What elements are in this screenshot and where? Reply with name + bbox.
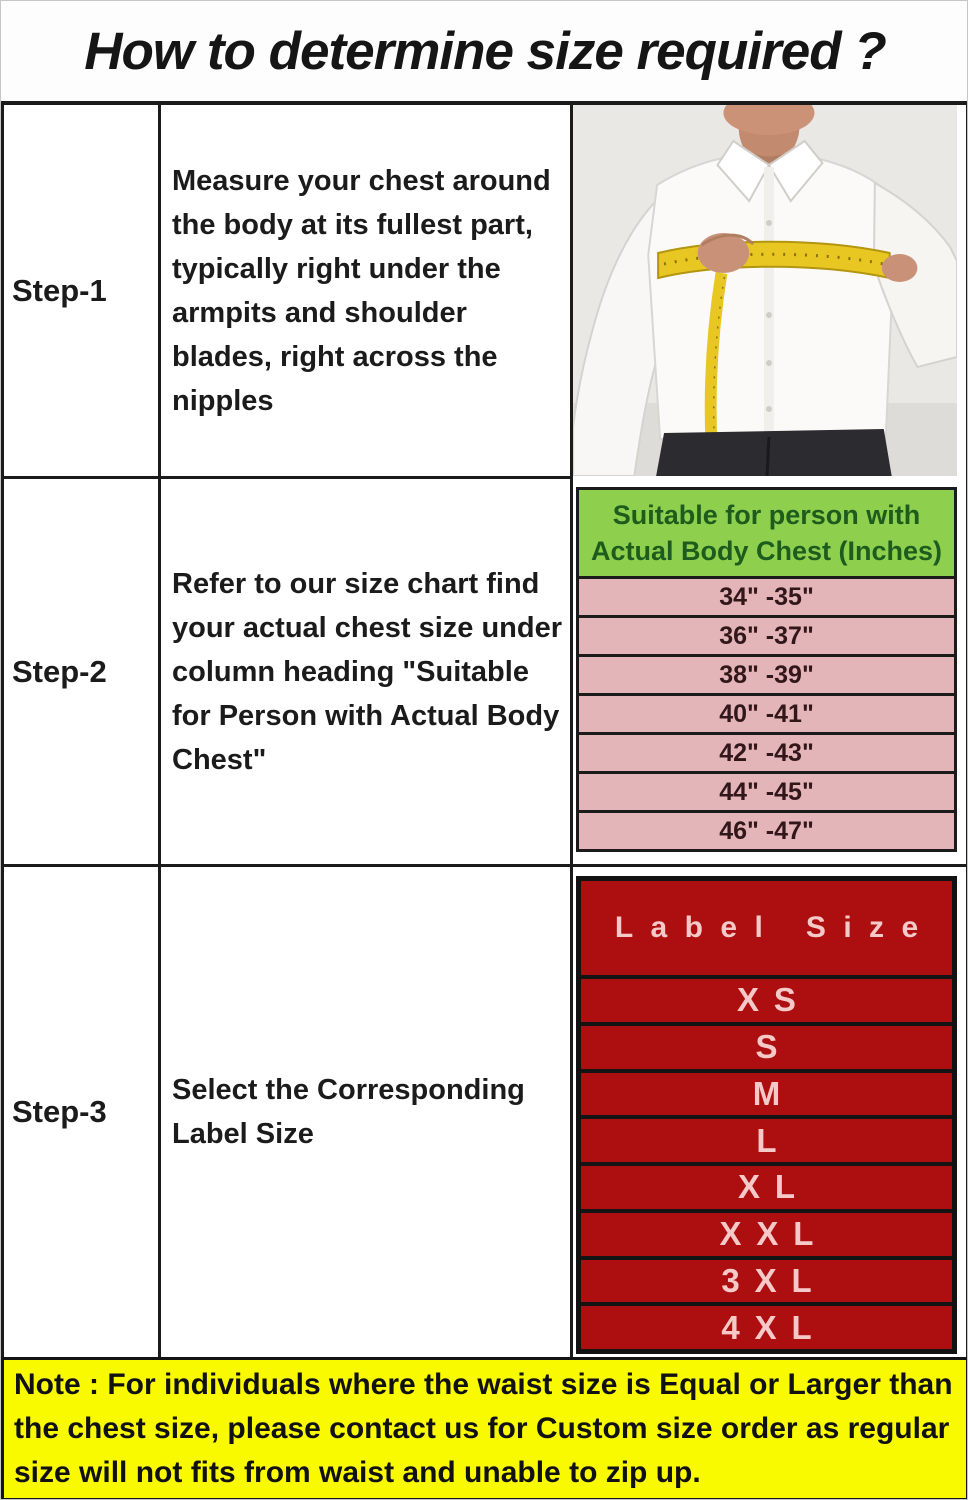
label-size-row: XL bbox=[581, 1162, 952, 1209]
chest-size-row: 44" -45" bbox=[579, 771, 954, 810]
label-size-row: 3XL bbox=[581, 1256, 952, 1303]
step-1-line: blades, right across the bbox=[172, 340, 498, 373]
label-size-row: 4XL bbox=[581, 1302, 952, 1349]
chest-header-line: Actual Body Chest (Inches) bbox=[590, 536, 943, 566]
label-size-table bbox=[576, 876, 957, 1354]
chest-header-line: Suitable for person with bbox=[612, 500, 921, 530]
label-size-table-cell bbox=[573, 867, 968, 1357]
step-1-label-cell bbox=[1, 105, 161, 479]
label-size-row: L bbox=[581, 1115, 952, 1162]
man-trousers bbox=[656, 429, 892, 476]
chest-size-table bbox=[576, 487, 957, 852]
step-3-description bbox=[161, 867, 573, 1357]
chest-size-row: 36" -37" bbox=[579, 615, 954, 654]
step-3-line: Label Size bbox=[172, 1118, 314, 1150]
step-1-line: Measure your chest around bbox=[172, 164, 551, 197]
step-2-line: Refer to our size chart find bbox=[172, 567, 540, 600]
step-3-label-cell bbox=[1, 867, 161, 1357]
step-2-line: for Person with Actual Body bbox=[172, 699, 560, 732]
steps-table bbox=[1, 105, 968, 1357]
note-line: size will not fits from waist and unable to zip up. bbox=[14, 1456, 701, 1489]
step-1-line: typically right under the bbox=[172, 252, 501, 285]
step-2-line: Chest" bbox=[172, 743, 267, 776]
chest-size-row: 40" -41" bbox=[579, 693, 954, 732]
step-1-line: the body at its fullest part, bbox=[172, 208, 533, 241]
man-hand bbox=[698, 233, 749, 273]
chest-size-table-cell bbox=[573, 479, 968, 867]
chest-size-row: 42" -43" bbox=[579, 732, 954, 771]
step-2-description bbox=[161, 479, 573, 867]
step-2-label-cell bbox=[1, 479, 161, 867]
chest-measurement-photo bbox=[573, 105, 957, 476]
label-size-row: XS bbox=[581, 975, 952, 1022]
page-title: How to determine size required ? bbox=[84, 21, 886, 81]
note-line: Note : For individuals where the waist size is Equal or Larger than bbox=[14, 1368, 953, 1401]
label-size-row: XXL bbox=[581, 1209, 952, 1256]
chest-table-header bbox=[579, 490, 954, 576]
label-size-row: M bbox=[581, 1069, 952, 1116]
step-1-line: nipples bbox=[172, 384, 274, 417]
step-2-label: Step-2 bbox=[12, 653, 107, 689]
step-2-line: your actual chest size under bbox=[172, 611, 563, 644]
chest-size-row: 46" -47" bbox=[579, 810, 954, 849]
step-1-label: Step-1 bbox=[12, 272, 107, 308]
chest-size-row: 34" -35" bbox=[579, 576, 954, 615]
label-size-row: S bbox=[581, 1022, 952, 1069]
note-banner bbox=[1, 1357, 968, 1500]
step-3-line: Select the Corresponding bbox=[172, 1074, 525, 1106]
step-1-line: armpits and shoulder bbox=[172, 296, 467, 329]
step-1-description bbox=[161, 105, 573, 479]
note-line: the chest size, please contact us for Custom size order as regular bbox=[14, 1412, 950, 1445]
step-3-label: Step-3 bbox=[12, 1094, 107, 1129]
label-table-header: Label Size bbox=[614, 911, 936, 944]
step-2-line: column heading "Suitable bbox=[172, 655, 529, 688]
title-bar bbox=[1, 1, 968, 105]
chest-size-row: 38" -39" bbox=[579, 654, 954, 693]
chest-measurement-photo-cell bbox=[573, 105, 968, 479]
